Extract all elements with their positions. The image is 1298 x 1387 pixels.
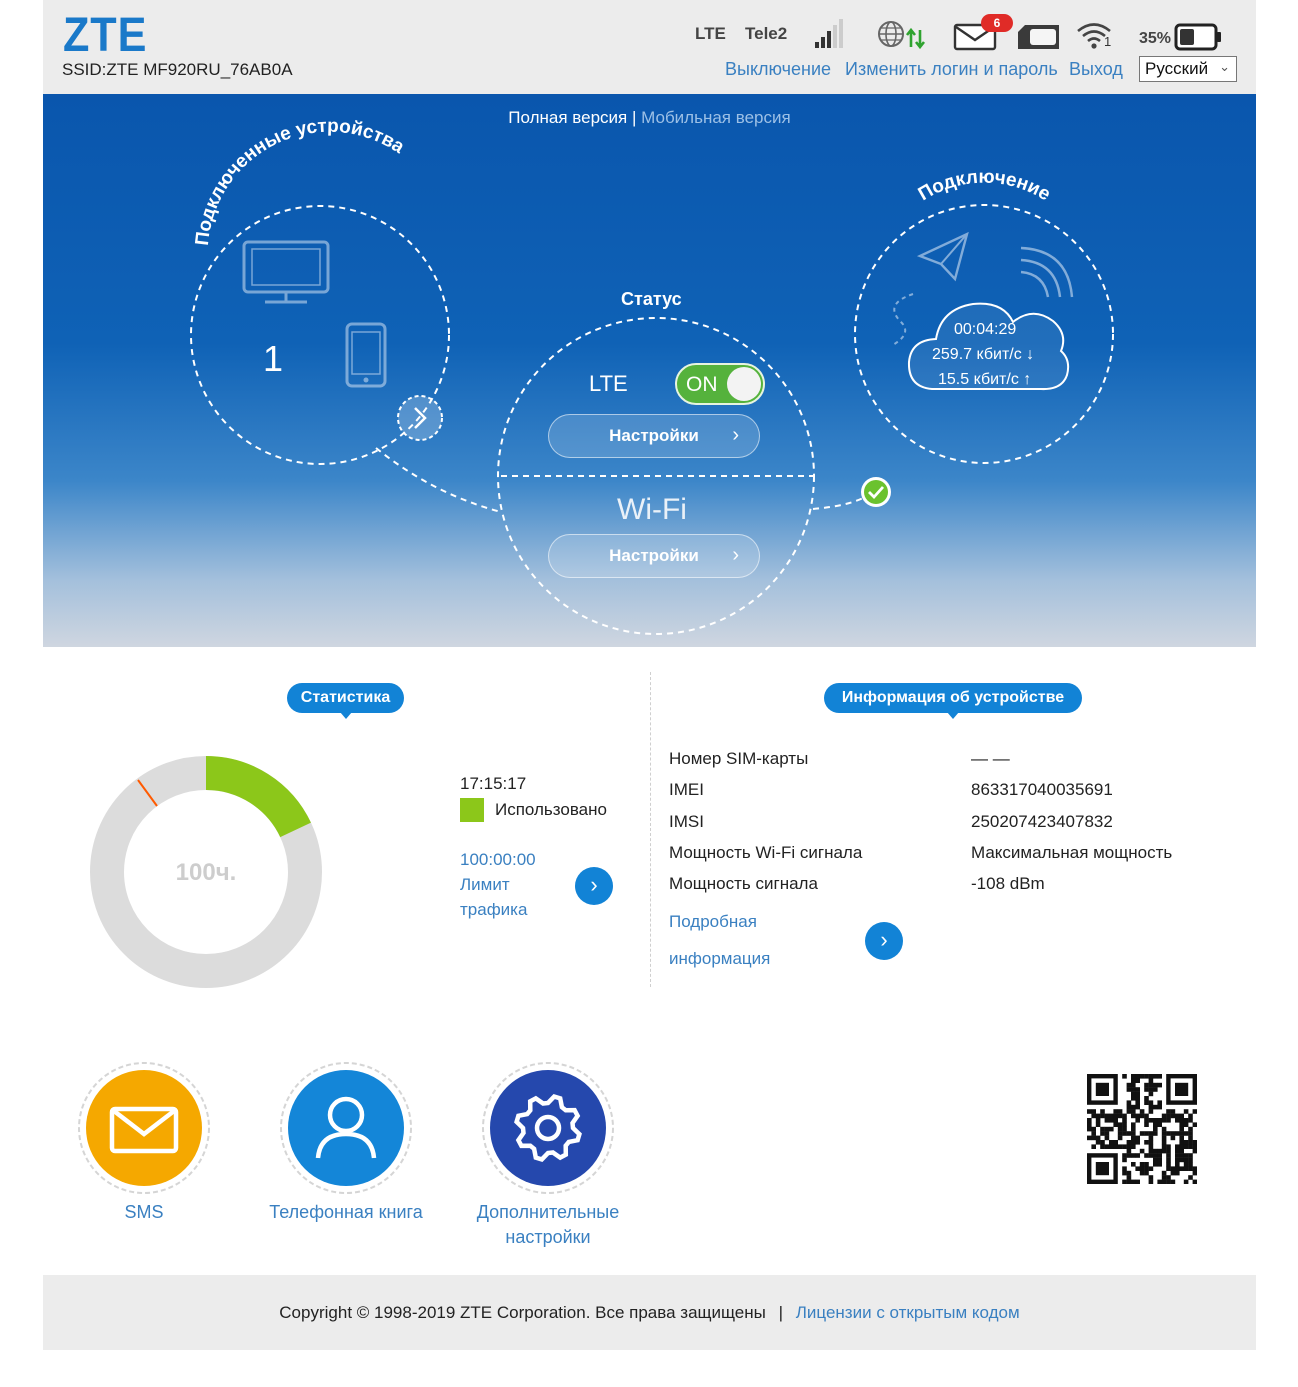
chevron-right-icon: › [732, 424, 739, 446]
devices-connector-line [376, 448, 501, 512]
header [43, 0, 1256, 94]
lte-toggle-state: ON [686, 373, 718, 396]
ssid-label: SSID:ZTE MF920RU_76AB0A [62, 60, 293, 79]
upload-speed: 15.5 кбит/с ↑ [938, 371, 1032, 388]
used-time: 17:15:17 [460, 774, 527, 793]
info-value-wifi-power: Максимальная мощность [971, 843, 1173, 862]
toggle-knob [727, 367, 761, 401]
connected-devices-count: 1 [263, 338, 284, 379]
advanced-settings-shortcut[interactable] [480, 1060, 616, 1196]
phonebook-shortcut[interactable] [278, 1060, 414, 1196]
info-value-imsi: 250207423407832 [971, 812, 1113, 831]
traffic-limit-label[interactable]: Лимит [460, 875, 510, 894]
connection-title-arc: Подключение [914, 166, 1055, 206]
network-type: LTE [695, 24, 726, 43]
internet-connected-icon [876, 19, 932, 51]
lte-settings-label: Настройки [609, 426, 699, 445]
lte-label: LTE [589, 371, 628, 396]
chevron-right-icon: › [590, 872, 598, 897]
statistics-tab: Статистика [287, 683, 404, 713]
connection-connector-line [813, 497, 865, 509]
info-label-wifi-power: Мощность Wi-Fi сигнала [669, 843, 863, 862]
shutdown-link[interactable]: Выключение [725, 59, 832, 79]
traffic-donut-chart [84, 750, 330, 996]
info-label-signal: Мощность сигнала [669, 874, 818, 893]
language-select-value: Русский [1145, 59, 1209, 78]
used-legend-label: Использовано [495, 800, 607, 819]
open-source-license-link[interactable]: Лицензии с открытым кодом [795, 1303, 1020, 1322]
battery-percent: 35% [1139, 30, 1172, 47]
monitor-icon [244, 242, 328, 302]
used-legend-swatch [460, 798, 484, 822]
devices-title-arc: Подключенные устройства [191, 115, 408, 247]
operator-name: Tele2 [745, 24, 788, 43]
wifi-label: Wi-Fi [617, 493, 687, 526]
signal-strength-icon [813, 18, 849, 50]
footer-separator: | [778, 1303, 784, 1322]
connected-check-icon [861, 477, 891, 507]
sim-card-icon [1015, 22, 1063, 52]
info-value-imei: 863317040035691 [971, 780, 1113, 799]
details-link-2[interactable]: информация [669, 949, 771, 968]
copyright-text: Copyright © 1998-2019 ZTE Corporation. Все права защищены [279, 1303, 766, 1322]
chevron-down-icon: ⌄ [1219, 59, 1230, 74]
battery-icon [1174, 23, 1224, 51]
traffic-limit-time[interactable]: 100:00:00 [460, 850, 536, 869]
mobile-version-link[interactable]: Мобильная версия [641, 108, 791, 127]
device-info-tab: Информация об устройстве [824, 683, 1082, 713]
wifi-settings-label: Настройки [609, 546, 699, 565]
download-speed: 259.7 кбит/с ↓ [932, 346, 1035, 363]
footer [43, 1275, 1256, 1350]
info-label-imsi: IMSI [669, 812, 704, 831]
info-label-imei: IMEI [669, 780, 704, 799]
traffic-limit-label-2[interactable]: трафика [460, 900, 528, 919]
sms-shortcut[interactable] [76, 1060, 212, 1196]
details-arrow-button[interactable] [865, 922, 903, 960]
phone-icon [347, 324, 385, 386]
info-value-sim: — — [971, 749, 1010, 768]
connection-duration: 00:04:29 [954, 321, 1017, 338]
signal-waves-icon [1021, 248, 1072, 297]
info-value-signal: -108 dBm [971, 874, 1045, 893]
donut-center-label: 100ч. [175, 859, 237, 886]
wifi-clients-count: 1 [1104, 34, 1112, 49]
status-panel [43, 94, 1256, 647]
logout-link[interactable]: Выход [1069, 59, 1123, 79]
chevron-right-icon: › [880, 927, 888, 952]
advanced-settings-label-2[interactable]: настройки [505, 1227, 591, 1247]
lte-settings-button[interactable] [548, 414, 760, 458]
section-divider [650, 672, 651, 987]
qr-code-image [1087, 1074, 1197, 1184]
status-title: Статус [621, 289, 682, 309]
details-link[interactable]: Подробная [669, 912, 757, 931]
change-login-link[interactable]: Изменить логин и пароль [845, 59, 1058, 79]
zte-logo[interactable]: ZTE [63, 9, 148, 62]
version-separator: | [631, 108, 637, 127]
phonebook-shortcut-label[interactable]: Телефонная книга [269, 1202, 423, 1222]
sms-unread-badge: 6 [981, 14, 1013, 32]
full-version-link[interactable]: Полная версия [508, 108, 628, 127]
lte-toggle[interactable] [675, 363, 765, 405]
language-select[interactable] [1139, 56, 1237, 82]
advanced-settings-label[interactable]: Дополнительные [476, 1202, 620, 1222]
chevron-right-icon: › [732, 544, 739, 566]
wifi-settings-button[interactable] [548, 534, 760, 578]
traffic-limit-arrow-button[interactable] [575, 867, 613, 905]
info-label-sim: Номер SIM-карты [669, 749, 809, 768]
devices-arrow-button [398, 396, 442, 440]
sms-shortcut-label[interactable]: SMS [124, 1202, 164, 1222]
